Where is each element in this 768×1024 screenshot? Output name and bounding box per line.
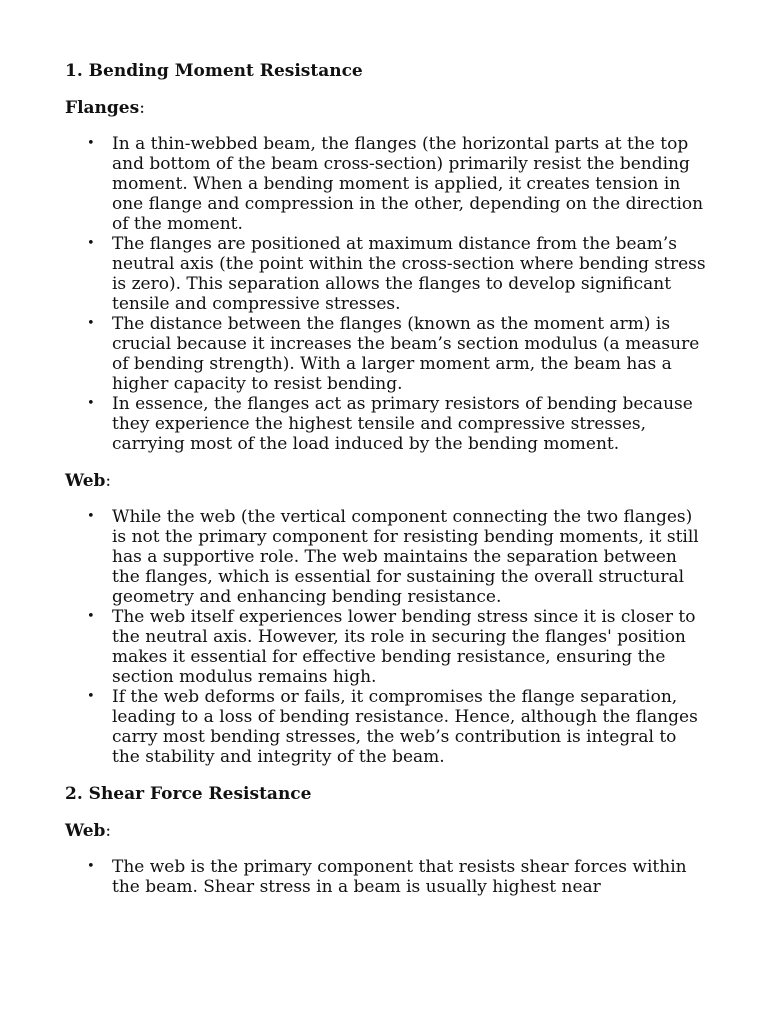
subsection-label-suffix: : [139,98,145,118]
bullet-icon: • [87,689,95,704]
bullet-list-shear-web [65,857,708,897]
subsection-label-web [65,820,708,842]
list-item [65,507,708,607]
bullet-icon: • [87,316,95,331]
subsection-label-text: Flanges [65,98,140,118]
section-heading: 1. Bending Moment Resistance [65,61,363,81]
subsection-label-suffix: : [105,821,112,841]
list-item [65,394,708,454]
list-item-text: While the web (the vertical component connecting the two flanges) is not the primary component for resisting bending moments, it still has a supportive role. The web maintains the separation between the flanges, which is essential for sustaining the overall structural geometry and enhancing bending resistance. [112,507,699,607]
bullet-icon: • [87,236,95,251]
list-item [65,607,708,687]
bullet-list-web [65,507,708,767]
list-item [65,234,708,314]
bullet-icon: • [87,609,95,624]
subsection-label-web [65,470,708,492]
list-item-text: The web itself experiences lower bending stress since it is closer to the neutral axis. However, its role in securing the flanges' position makes it essential for effective bending resistance, ensuring the section modulus remains high. [112,607,696,687]
section-bending-moment [65,60,708,767]
list-item [65,314,708,394]
list-item-text: In a thin-webbed beam, the flanges (the horizontal parts at the top and bottom of the beam cross-section) primarily resist the bending moment. When a bending moment is applied, it creates tension in one flange and compression in the other, depending on the direction of the moment. [112,134,704,234]
list-item-text: In essence, the flanges act as primary resistors of bending because they experience the highest tensile and compressive stresses, carrying most of the load induced by the bending moment. [112,394,693,454]
section-shear-force [65,783,708,897]
subsection-label-flanges [65,97,708,119]
bullet-icon: • [87,509,95,524]
bullet-icon: • [87,396,95,411]
list-item-text: The distance between the flanges (known as the moment arm) is crucial because it increases the beam’s section modulus (a measure of bending strength). With a larger moment arm, the beam has a higher capacity to resist bending. [112,314,700,394]
subsection-label-suffix: : [105,471,112,491]
bullet-list-flanges [65,134,708,454]
list-item [65,134,708,234]
list-item-text: The web is the primary component that resists shear forces within the beam. Shear stress in a beam is usually highest near [112,857,687,897]
subsection-label-text: Web [65,471,106,491]
list-item-text: The flanges are positioned at maximum distance from the beam’s neutral axis (the point within the cross-section where bending stress is zero). This separation allows the flanges to develop significant tensile and compressive stresses. [112,234,706,314]
bullet-icon: • [87,136,95,151]
bullet-icon: • [87,859,95,874]
list-item [65,687,708,767]
list-item-text: If the web deforms or fails, it compromises the flange separation, leading to a loss of bending resistance. Hence, although the flanges carry most bending stresses, the web’s contribution is integral to the stability and integrity of the beam. [112,687,698,767]
list-item [65,857,708,897]
section-heading: 2. Shear Force Resistance [65,784,312,804]
subsection-label-text: Web [65,821,106,841]
